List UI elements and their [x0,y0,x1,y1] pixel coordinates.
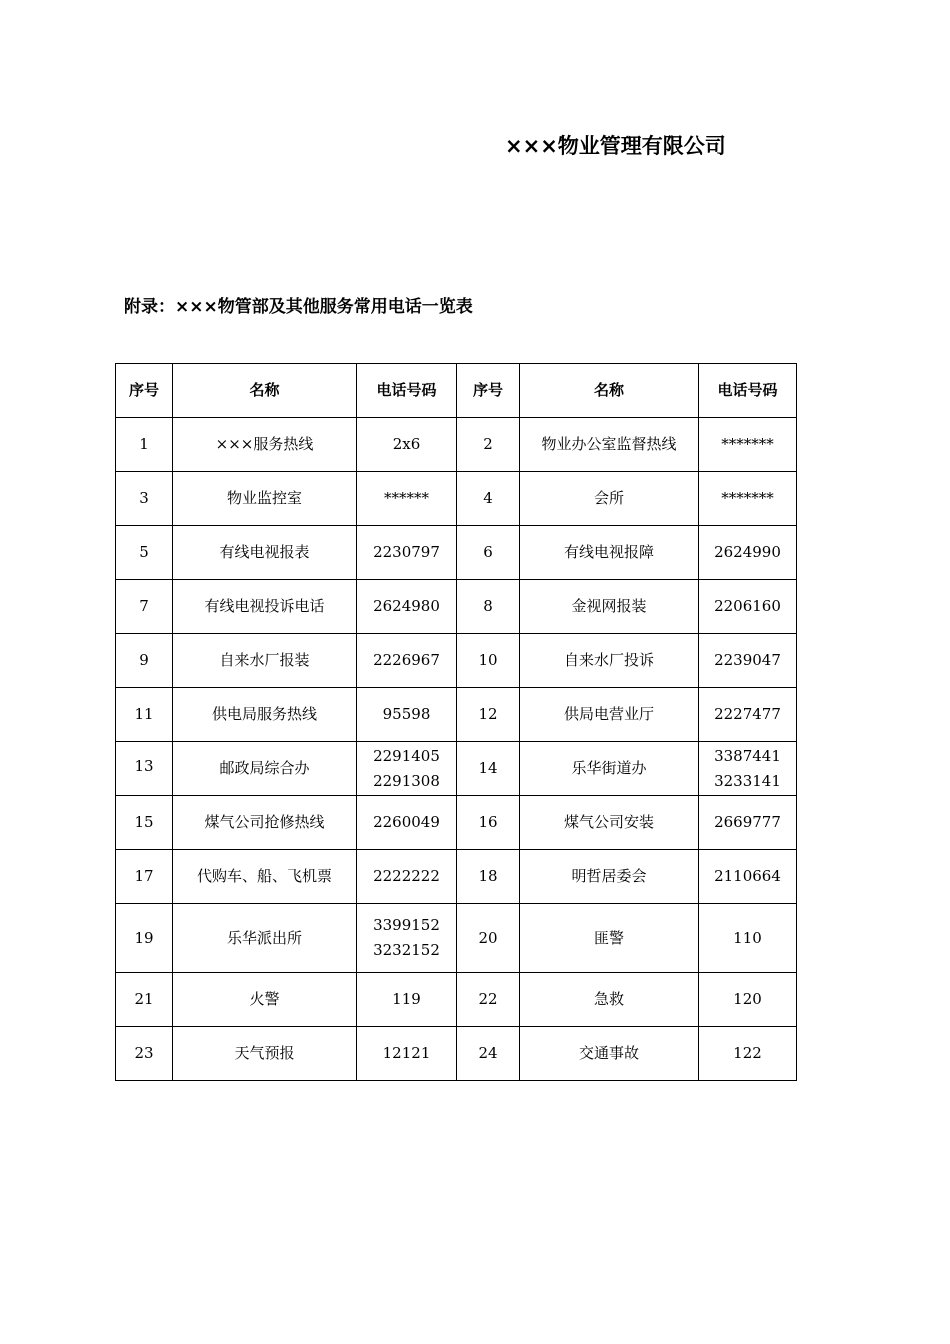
name-cell: 天气预报 [173,1027,357,1081]
phone-number: ******* [721,435,774,453]
table-row [116,904,797,973]
phone-number: 2222222 [373,867,440,885]
name-cell: 会所 [520,472,699,526]
index-cell: 24 [457,1027,520,1081]
phone-cell [699,472,797,526]
name-cell: ×××服务热线 [173,418,357,472]
header-index: 序号 [457,364,520,418]
table-row [116,472,797,526]
phone-number: 95598 [382,705,431,723]
phone-cell [699,1027,797,1081]
phone-number: 12121 [382,1044,431,1062]
table-row [116,796,797,850]
phone-number: 110 [733,928,762,947]
phone-number: 119 [392,990,421,1008]
index-cell: 13 [116,742,173,796]
name-cell: 邮政局综合办 [173,742,357,796]
table-row [116,742,797,796]
index-cell: 4 [457,472,520,526]
index-cell: 18 [457,850,520,904]
index-cell: 19 [116,904,173,973]
name-cell: 代购车、船、飞机票 [173,850,357,904]
index-cell: 5 [116,526,173,580]
phone-cell [699,973,797,1027]
phone-cell [699,688,797,742]
table-row [116,634,797,688]
phone-cell [357,580,457,634]
phone-number: 2669777 [714,813,781,831]
company-name: ×××物业管理有限公司 [505,134,726,158]
phone-number: 2226967 [373,651,440,669]
phone-cell [357,472,457,526]
name-cell: 煤气公司抢修热线 [173,796,357,850]
index-cell: 1 [116,418,173,472]
name-cell: 物业监控室 [173,472,357,526]
phone-number: 2230797 [373,543,440,561]
index-cell: 23 [116,1027,173,1081]
table-row [116,973,797,1027]
phone-cell [699,850,797,904]
appendix-title: 附录：×××物管部及其他服务常用电话一览表 [124,297,473,317]
phone-number: 2624980 [373,597,440,615]
phone-cell [699,796,797,850]
phone-number: 2624990 [714,543,781,561]
phone-cell [357,526,457,580]
phone-number: 2291405 [373,746,440,765]
index-cell: 6 [457,526,520,580]
index-cell: 17 [116,850,173,904]
index-cell: 14 [457,742,520,796]
phone-cell [357,634,457,688]
index-cell: 9 [116,634,173,688]
phone-number: 120 [733,990,762,1008]
phone-number: 2206160 [714,597,781,615]
index-cell: 10 [457,634,520,688]
phone-number: ****** [384,489,429,507]
name-cell: 供局电营业厅 [520,688,699,742]
table-body [116,418,797,1081]
phone-number: 2239047 [714,651,781,669]
table-row [116,1027,797,1081]
index-cell: 16 [457,796,520,850]
header-name: 名称 [520,364,699,418]
name-cell: 金视网报装 [520,580,699,634]
name-cell: 急救 [520,973,699,1027]
index-cell: 7 [116,580,173,634]
phone-cell [357,796,457,850]
phone-number: 2x6 [392,435,421,453]
phone-number: ******* [721,489,774,507]
table-row [116,688,797,742]
phone-cell [357,973,457,1027]
name-cell: 自来水厂投诉 [520,634,699,688]
index-cell: 15 [116,796,173,850]
name-cell: 明哲居委会 [520,850,699,904]
name-cell: 交通事故 [520,1027,699,1081]
index-cell: 8 [457,580,520,634]
phone-cell [357,418,457,472]
name-cell: 供电局服务热线 [173,688,357,742]
phone-number: 3387441 [714,746,781,765]
phone-number: 2110664 [714,867,781,885]
name-cell: 有线电视投诉电话 [173,580,357,634]
index-cell: 22 [457,973,520,1027]
phone-number: 3399152 [373,916,440,934]
phone-number: 3233141 [714,771,781,790]
phone-cell [699,634,797,688]
phone-cell [357,688,457,742]
index-cell: 2 [457,418,520,472]
table-header-row [116,364,797,418]
name-cell: 有线电视报表 [173,526,357,580]
phone-number: 2227477 [714,705,781,723]
phone-cell [699,580,797,634]
phone-cell [699,742,797,796]
phone-number: 2291308 [373,771,440,790]
name-cell: 火警 [173,973,357,1027]
phone-cell [357,742,457,796]
phone-directory-table [115,363,797,1081]
phone-number: 2260049 [373,813,440,831]
table-row [116,418,797,472]
phone-number: 122 [733,1044,762,1062]
index-cell: 12 [457,688,520,742]
header-name: 名称 [173,364,357,418]
index-cell: 3 [116,472,173,526]
name-cell: 煤气公司安装 [520,796,699,850]
phone-cell [699,526,797,580]
name-cell: 匪警 [520,904,699,973]
table-row [116,580,797,634]
name-cell: 乐华街道办 [520,742,699,796]
phone-cell [357,904,457,973]
phone-cell [699,904,797,973]
table-row [116,850,797,904]
index-cell: 20 [457,904,520,973]
phone-number: 3232152 [373,941,440,959]
header-index: 序号 [116,364,173,418]
header-phone: 电话号码 [357,364,457,418]
phone-cell [699,418,797,472]
phone-cell [357,850,457,904]
name-cell: 自来水厂报装 [173,634,357,688]
table-row [116,526,797,580]
name-cell: 有线电视报障 [520,526,699,580]
header-phone: 电话号码 [699,364,797,418]
index-cell: 11 [116,688,173,742]
name-cell: 物业办公室监督热线 [520,418,699,472]
phone-cell [357,1027,457,1081]
index-cell: 21 [116,973,173,1027]
name-cell: 乐华派出所 [173,904,357,973]
